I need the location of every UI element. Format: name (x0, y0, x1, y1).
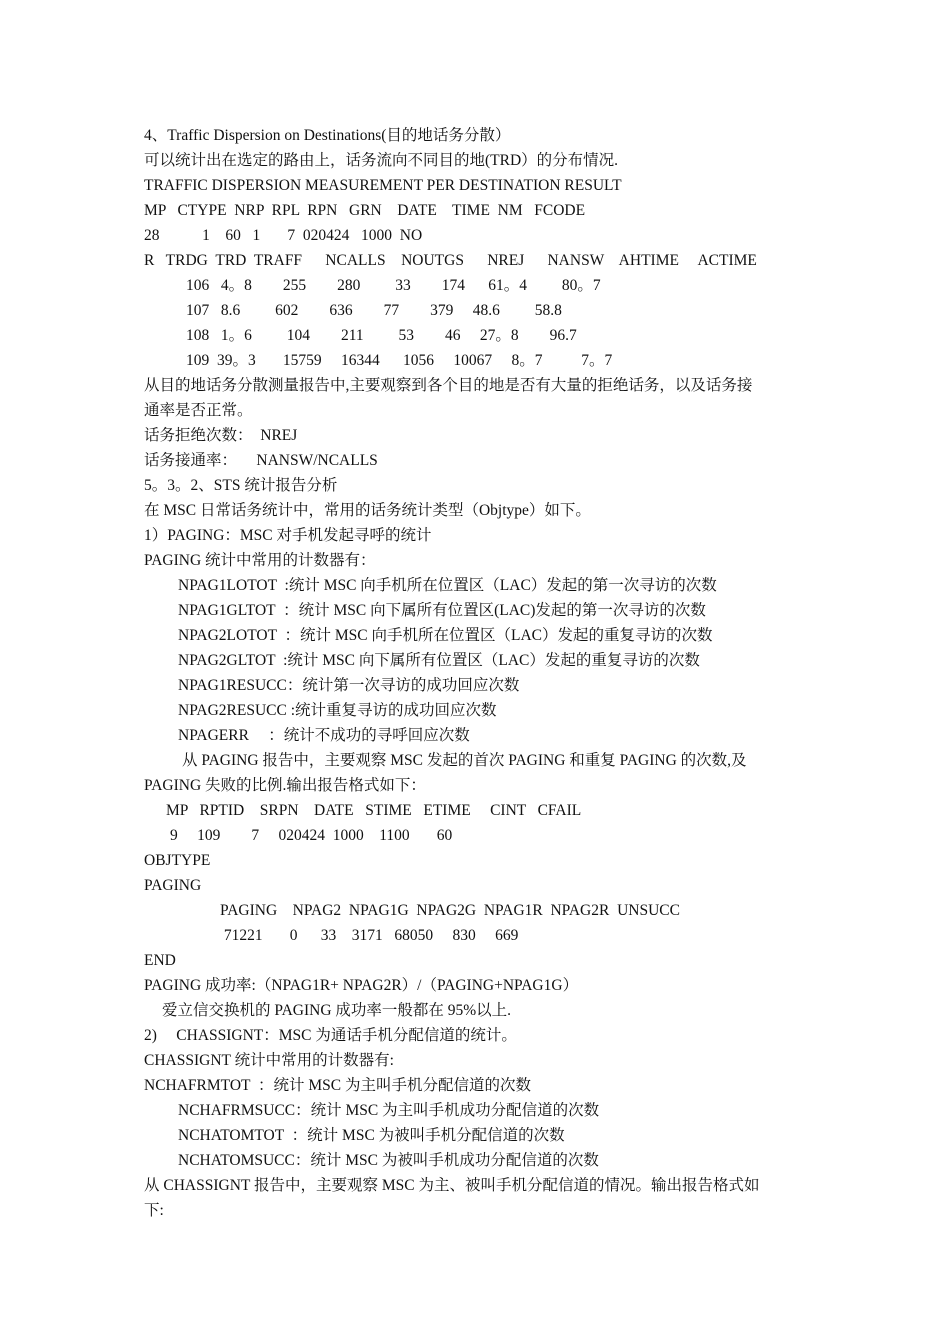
paragraph-line: 爱立信交换机的 PAGING 成功率一般都在 95%以上. (162, 1002, 512, 1019)
trd-table-row: 109 39。3 15759 16344 1056 10067 8。7 7。7 (186, 352, 613, 369)
definition-line: 话务拒绝次数： NREJ (144, 427, 298, 444)
objtype-label: OBJTYPE (144, 852, 211, 869)
counter-definition: NPAG1RESUCC：统计第一次寻访的成功回应次数 (178, 677, 520, 694)
paragraph-line: 从目的地话务分散测量报告中,主要观察到各个目的地是否有大量的拒绝话务，以及话务接 (144, 377, 753, 394)
paging-counter-header: PAGING NPAG2 NPAG1G NPAG2G NPAG1R NPAG2R UNSUCC (220, 902, 680, 919)
paragraph-line: CHASSIGNT 统计中常用的计数器有: (144, 1052, 394, 1069)
counter-definition: NPAG2LOTOT ：统计 MSC 向手机所在位置区（LAC）发起的重复寻访的次数 (178, 627, 713, 644)
definition-line: 话务接通率： NANSW/NCALLS (144, 452, 378, 469)
paging-report-values: 9 109 7 020424 1000 1100 60 (170, 827, 453, 844)
formula-line: PAGING 成功率:（NPAG1R+ NPAG2R）/（PAGING+NPAG1G） (144, 977, 579, 994)
counter-definition: NPAG2RESUCC :统计重复寻访的成功回应次数 (178, 702, 497, 719)
paragraph-line: 下: (144, 1202, 164, 1219)
report-end: END (144, 952, 176, 969)
counter-definition: NCHATOMTOT ：统计 MSC 为被叫手机分配信道的次数 (178, 1127, 565, 1144)
section-heading-sts: 5。3。2、STS 统计报告分析 (144, 477, 338, 494)
counter-definition: NCHATOMSUCC：统计 MSC 为被叫手机成功分配信道的次数 (178, 1152, 599, 1169)
report-header-values: 28 1 60 1 7 020424 1000 NO (144, 227, 423, 244)
paragraph-line: 可以统计出在选定的路由上，话务流向不同目的地(TRD）的分布情况. (144, 152, 619, 169)
paragraph-line: 从 CHASSIGNT 报告中，主要观察 MSC 为主、被叫手机分配信道的情况。输出报告格式如 (144, 1177, 760, 1194)
subsection-heading-chassignt: 2) CHASSIGNT：MSC 为通话手机分配信道的统计。 (144, 1027, 517, 1044)
paragraph-line: 在 MSC 日常话务统计中，常用的话务统计类型（Objtype）如下。 (144, 502, 591, 519)
counter-definition: NPAG2GLTOT :统计 MSC 向下属所有位置区（LAC）发起的重复寻访的次数 (178, 652, 700, 669)
report-header-row: MP CTYPE NRP RPL RPN GRN DATE TIME NM FCODE (144, 202, 586, 219)
objtype-value: PAGING (144, 877, 202, 894)
paragraph-line: 从 PAGING 报告中，主要观察 MSC 发起的首次 PAGING 和重复 PAGING 的次数,及 (182, 752, 747, 769)
counter-definition: NCHAFRMTOT ：统计 MSC 为主叫手机分配信道的次数 (144, 1077, 531, 1094)
counter-definition: NPAG1LOTOT :统计 MSC 向手机所在位置区（LAC）发起的第一次寻访的次数 (178, 577, 717, 594)
trd-table-header: R TRDG TRD TRAFF NCALLS NOUTGS NREJ NANSW AHTIME ACTIME (144, 252, 757, 269)
paging-counter-values: 71221 0 33 3171 68050 830 669 (220, 927, 519, 944)
subsection-heading-paging: 1）PAGING：MSC 对手机发起寻呼的统计 (144, 527, 432, 544)
report-title: TRAFFIC DISPERSION MEASUREMENT PER DESTINATION RESULT (144, 177, 622, 194)
paging-report-header: MP RPTID SRPN DATE STIME ETIME CINT CFAIL (166, 802, 582, 819)
counter-definition: NPAGERR ：统计不成功的寻呼回应次数 (178, 727, 470, 744)
paragraph-line: PAGING 统计中常用的计数器有： (144, 552, 376, 569)
trd-table-row: 107 8.6 602 636 77 379 48.6 58.8 (186, 302, 562, 319)
counter-definition: NPAG1GLTOT ：统计 MSC 向下属所有位置区(LAC)发起的第一次寻访的次数 (178, 602, 706, 619)
counter-definition: NCHAFRMSUCC：统计 MSC 为主叫手机成功分配信道的次数 (178, 1102, 600, 1119)
section-heading-traffic-dispersion: 4、Traffic Dispersion on Destinations(目的地话务分散） (144, 127, 511, 144)
trd-table-row: 108 1。6 104 211 53 46 27。8 96.7 (186, 327, 577, 344)
paragraph-line: 通率是否正常。 (144, 402, 253, 419)
trd-table-row: 106 4。8 255 280 33 174 61。4 80。7 (186, 277, 601, 294)
paragraph-line: PAGING 失败的比例.输出报告格式如下： (144, 777, 426, 794)
